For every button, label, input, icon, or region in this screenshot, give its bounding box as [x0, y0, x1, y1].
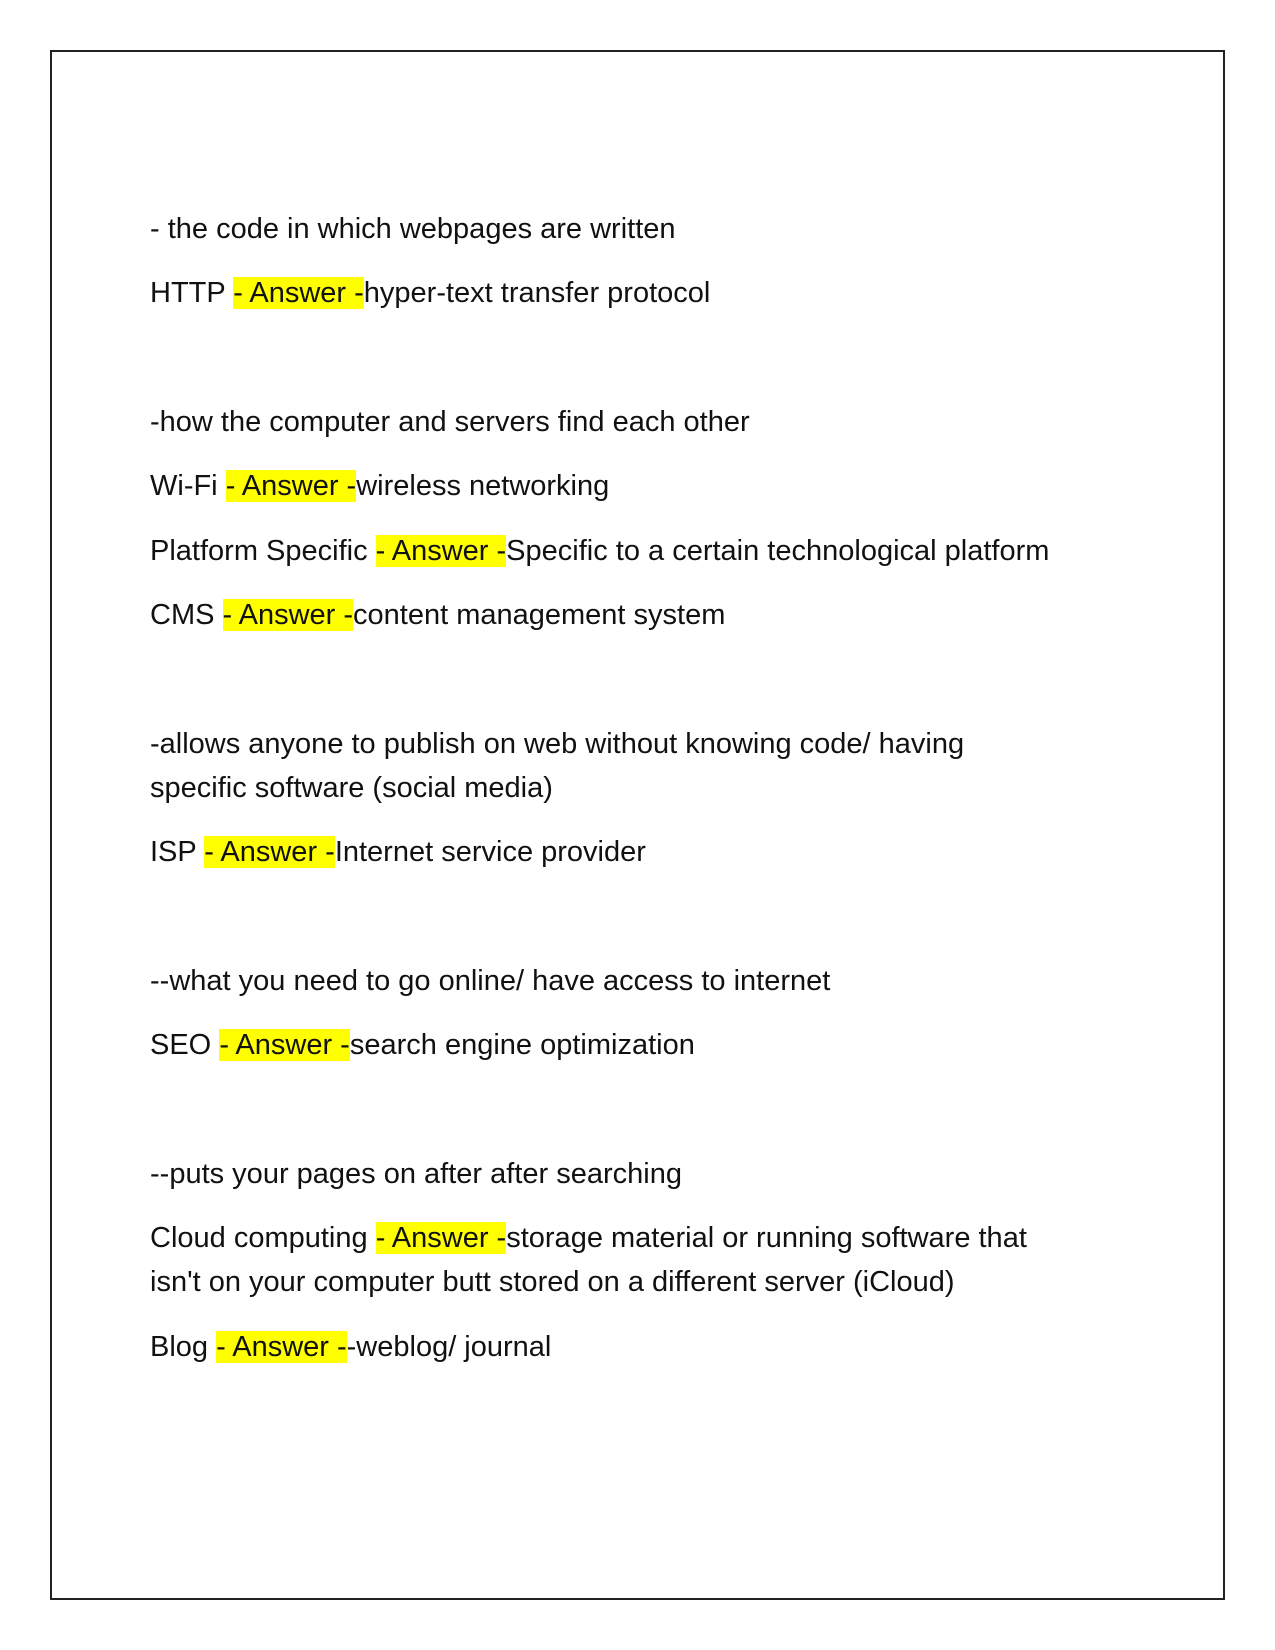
- line-text: -how the computer and servers find each other: [150, 406, 750, 438]
- term: CMS: [150, 599, 223, 631]
- definition-line: [150, 727, 964, 761]
- term: HTTP: [150, 277, 234, 309]
- answer-text: search engine optimization: [349, 1029, 695, 1061]
- term-answer-line: [150, 598, 725, 632]
- answer-marker: - Answer -: [216, 1331, 347, 1363]
- line-text: -allows anyone to publish on web without knowing code/ having: [150, 728, 965, 760]
- answer-marker: - Answer -: [204, 836, 335, 868]
- line-text: --what you need to go online/ have access to internet: [150, 965, 831, 997]
- term: Blog: [150, 1331, 217, 1363]
- answer-text: wireless networking: [356, 470, 610, 502]
- answer-text: Internet service provider: [334, 836, 646, 868]
- answer-marker: - Answer -: [375, 1222, 507, 1254]
- answer-marker: - Answer -: [219, 1029, 350, 1061]
- answer-text: storage material or running software that: [506, 1222, 1027, 1254]
- term-answer-line: [150, 1221, 1027, 1255]
- definition-line: [150, 212, 676, 246]
- line-text: specific software (social media): [150, 772, 553, 804]
- line-text: --puts your pages on after after searching: [150, 1158, 682, 1190]
- answer-marker: - Answer -: [375, 535, 507, 567]
- definition-line: [150, 1265, 955, 1299]
- term-answer-line: [150, 469, 609, 503]
- term-answer-line: [150, 1028, 695, 1062]
- definition-line: [150, 1157, 682, 1191]
- definition-line: [150, 771, 553, 805]
- term: ISP: [150, 836, 205, 868]
- definition-line: [150, 405, 750, 439]
- term: SEO: [150, 1029, 220, 1061]
- answer-text: -weblog/ journal: [346, 1331, 552, 1363]
- answer-marker: - Answer -: [233, 277, 364, 309]
- term-answer-line: [150, 276, 710, 310]
- term-answer-line: [150, 1330, 551, 1364]
- term: Platform Specific: [150, 535, 376, 567]
- answer-text: hyper-text transfer protocol: [363, 277, 711, 309]
- definition-line: [150, 964, 830, 998]
- answer-text: content management system: [353, 599, 726, 631]
- term-answer-line: [150, 534, 1049, 568]
- line-text: - the code in which webpages are written: [150, 213, 676, 245]
- line-text: isn't on your computer butt stored on a different server (iCloud): [150, 1266, 955, 1298]
- answer-text: Specific to a certain technological platform: [506, 535, 1050, 567]
- answer-marker: - Answer -: [225, 470, 357, 502]
- term: Cloud computing: [150, 1222, 376, 1254]
- answer-marker: - Answer -: [222, 599, 354, 631]
- term: Wi-Fi: [150, 470, 226, 502]
- term-answer-line: [150, 835, 646, 869]
